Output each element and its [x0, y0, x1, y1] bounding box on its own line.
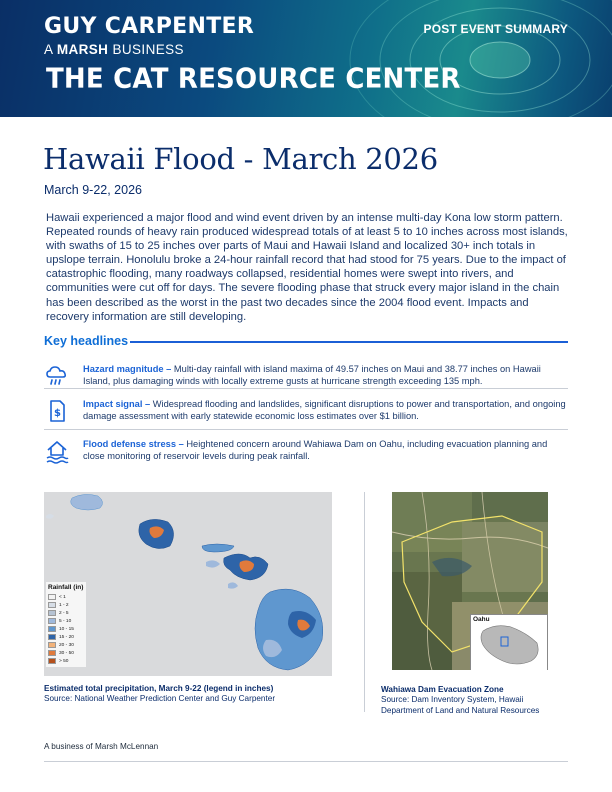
- headline-label: Impact signal –: [83, 399, 151, 409]
- headline-text: [83, 363, 567, 388]
- legend-label: 10 - 15: [59, 626, 74, 632]
- event-dates: March 9-22, 2026: [44, 183, 142, 197]
- legend-row: [48, 633, 84, 641]
- svg-text:$: $: [54, 408, 61, 419]
- legend-row: [48, 609, 84, 617]
- legend-swatch: [48, 626, 56, 632]
- rainfall-legend: [46, 582, 86, 667]
- headline-text: [83, 398, 567, 423]
- page-title: Hawaii Flood - March 2026: [43, 142, 438, 176]
- headline-divider: [44, 388, 568, 389]
- headline-body: Heightened concern around Wahiawa Dam on Oahu, including evacuation planning and close monitoring of reservoir levels during peak rainfall.: [83, 439, 548, 462]
- legend-label: > 50: [59, 658, 69, 664]
- storm-swirl-graphic: [300, 0, 612, 117]
- intro-paragraph: Hawaii experienced a major flood and wind event driven by an intense multi-day Kona low storm pattern. Repeated rounds of heavy rain produced widespread totals of at least 5 to 10 inches across most islands, with swaths of 15 to 25 inches over parts of Maui and Hawaii Island and localized 30+ inch totals in upslope terrain. Honolulu broke a 24-hour rainfall record that had stood for 75 years. Due to the impact of catastrophic flooding, many roadways collapsed, residential homes were swept into rivers, and communities were cut off for days. The severe flooding phase that struck every major island in the chain has been described as the worst in the past two decades since the 2004 flood event. Impacts and recovery information are still developing.: [46, 212, 568, 323]
- legend-row: [48, 593, 84, 601]
- column-divider: [364, 492, 365, 712]
- sub-brand: [44, 42, 184, 57]
- sub-brand-prefix: A: [44, 42, 57, 57]
- legend-label: 30 - 50: [59, 650, 74, 656]
- rainfall-map-caption-title: Estimated total precipitation, March 9-22 (legend in inches): [44, 684, 274, 693]
- legend-row: [48, 649, 84, 657]
- legend-row: [48, 617, 84, 625]
- cat-resource-center-title: THE CAT RESOURCE CENTER: [46, 63, 461, 95]
- storm-cloud-icon: [44, 363, 70, 389]
- legend-label: 5 - 10: [59, 618, 72, 624]
- headline-label: Hazard magnitude –: [83, 364, 172, 374]
- legend-title: Rainfall (in): [48, 584, 84, 591]
- legend-label: < 1: [59, 594, 66, 600]
- dam-map-caption-source: Source: Dam Inventory System, Hawaii Department of Land and Natural Resources: [381, 695, 540, 715]
- flooded-house-icon: [44, 438, 70, 464]
- legend-row: [48, 641, 84, 649]
- oahu-label: Oahu: [473, 616, 490, 623]
- headline-body: Multi-day rainfall with island maxima of 49.57 inches on Maui and 38.77 inches on Hawaii Island, plus damaging winds with locally extreme gusts at hurricane strength exceeding 135 mph.: [83, 364, 541, 387]
- legend-row: [48, 601, 84, 609]
- post-event-summary-label: POST EVENT SUMMARY: [423, 22, 568, 36]
- header-banner: [0, 0, 612, 117]
- legend-label: 20 - 30: [59, 642, 74, 648]
- legend-swatch: [48, 594, 56, 600]
- oahu-locator-inset: [470, 614, 548, 670]
- oahu-outline-graphic: [471, 615, 548, 670]
- dollar-document-icon: [44, 398, 70, 424]
- key-headlines-heading: Key headlines: [44, 334, 129, 348]
- legend-swatch: [48, 602, 56, 608]
- headline-text: [83, 438, 567, 463]
- legend-swatch: [48, 650, 56, 656]
- hawaii-islands-graphic: [44, 492, 332, 676]
- key-headlines-rule: [130, 341, 568, 343]
- legend-label: 1 - 2: [59, 602, 69, 608]
- legend-swatch: [48, 658, 56, 664]
- headline-body: Widespread flooding and landslides, significant disruptions to power and transportation, and ongoing damage assessment with early statewide economic loss estimates over $1 billion.: [83, 399, 566, 422]
- wahiawa-dam-map: [392, 492, 548, 670]
- legend-swatch: [48, 634, 56, 640]
- headline-divider: [44, 429, 568, 430]
- footer-text: A business of Marsh McLennan: [44, 742, 159, 751]
- sub-brand-marsh: MARSH: [56, 42, 109, 57]
- headline-label: Flood defense stress –: [83, 439, 184, 449]
- sub-brand-suffix: BUSINESS: [108, 42, 184, 57]
- legend-swatch: [48, 618, 56, 624]
- legend-row: [48, 657, 84, 665]
- footer-rule: [44, 761, 568, 762]
- legend-label: 2 - 5: [59, 610, 69, 616]
- legend-swatch: [48, 642, 56, 648]
- legend-row: [48, 625, 84, 633]
- rainfall-map-caption-source: Source: National Weather Prediction Center and Guy Carpenter: [44, 694, 276, 703]
- legend-swatch: [48, 610, 56, 616]
- legend-label: 15 - 20: [59, 634, 74, 640]
- rainfall-map: [44, 492, 332, 676]
- brand-logo-text: GUY CARPENTER: [44, 14, 255, 39]
- dam-map-caption-title: Wahiawa Dam Evacuation Zone: [381, 685, 504, 694]
